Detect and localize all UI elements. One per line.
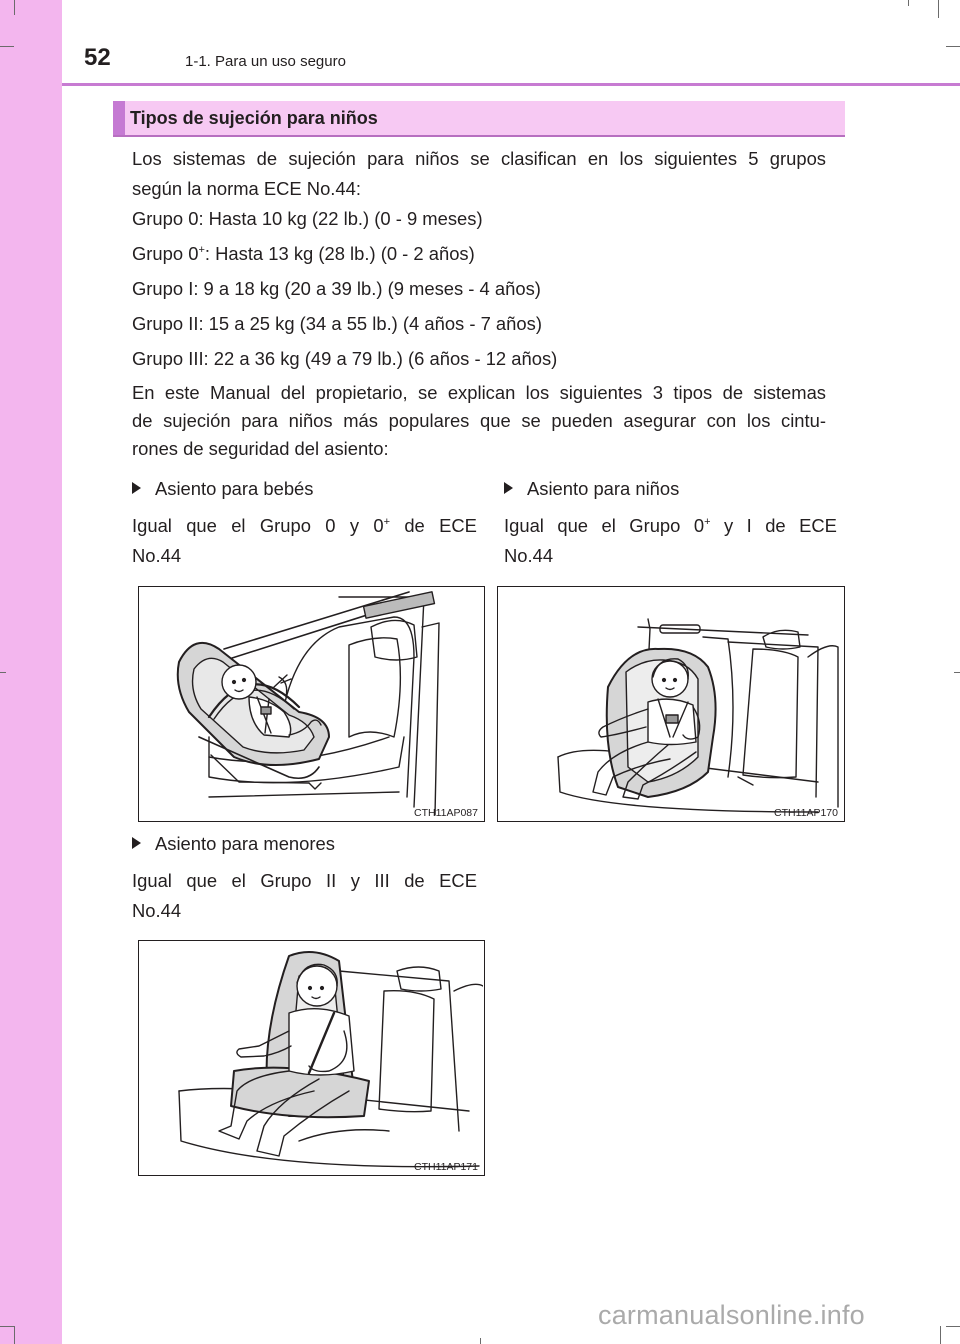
infant-seat-desc-line-2: No.44 <box>132 545 182 566</box>
crop-mark <box>954 672 960 673</box>
crop-mark <box>946 46 960 47</box>
infant-seat-desc: Igual que el Grupo 0 y 0+ de ECE No.44 <box>132 511 477 571</box>
child-seat-illustration <box>497 586 845 822</box>
page-number: 52 <box>84 44 111 71</box>
intro-line-1: Los sistemas de sujeción para niños se clasifican en los siguientes 5 grupos <box>132 148 826 169</box>
junior-seat-desc: Igual que el Grupo II y III de ECE No.44 <box>132 866 477 926</box>
infant-seat-title: Asiento para bebés <box>155 478 314 499</box>
side-strip <box>0 0 62 1344</box>
infant-seat-heading <box>132 478 313 500</box>
junior-seat-heading <box>132 833 335 855</box>
crop-mark <box>908 0 909 6</box>
intro-line-2: según la norma ECE No.44: <box>132 178 361 199</box>
section-accent <box>113 101 125 135</box>
junior-seat-title: Asiento para menores <box>155 833 335 854</box>
group-1: Grupo I: 9 a 18 kg (20 a 39 lb.) (9 meses - 4 años) <box>132 278 541 299</box>
bullet-triangle-icon <box>132 837 141 849</box>
child-seat-desc: Igual que el Grupo 0+ y I de ECE No.44 <box>504 511 837 571</box>
figure-code: CTH11AP170 <box>773 807 838 819</box>
header-rule <box>62 83 960 86</box>
crop-mark <box>940 1326 941 1344</box>
group-2: Grupo II: 15 a 25 kg (34 a 55 lb.) (4 años - 7 años) <box>132 313 542 334</box>
manual-line-2: de sujeción para niños más populares que se pueden asegurar con los cintu- <box>132 410 826 431</box>
crop-mark <box>0 1326 14 1327</box>
figure-code: CTH11AP087 <box>413 807 478 819</box>
manual-line-3: rones de seguridad del asiento: <box>132 438 389 459</box>
child-seat-heading <box>504 478 679 500</box>
superscript-plus: + <box>198 244 205 256</box>
crop-mark <box>946 1326 960 1327</box>
junior-seat-desc-line-2: No.44 <box>132 900 182 921</box>
crop-mark <box>938 0 939 18</box>
junior-seat-illustration <box>138 940 485 1176</box>
crop-mark <box>480 1338 481 1344</box>
section-title: Tipos de sujeción para niños <box>130 108 378 128</box>
group-0-plus <box>132 239 475 269</box>
crop-mark <box>14 0 15 15</box>
bullet-triangle-icon <box>132 482 141 494</box>
crop-mark <box>0 672 6 673</box>
manual-line-1: En este Manual del propietario, se explican los siguientes 3 tipos de sistemas <box>132 382 826 403</box>
bullet-triangle-icon <box>504 482 513 494</box>
chapter-header: 1-1. Para un uso seguro <box>185 53 346 70</box>
group-0: Grupo 0: Hasta 10 kg (22 lb.) (0 - 9 meses) <box>132 208 483 229</box>
crop-mark <box>14 1326 15 1344</box>
group-0-plus-range: : Hasta 13 kg (28 lb.) (0 - 2 años) <box>204 243 475 264</box>
group-0-plus-label: Grupo 0 <box>132 243 199 264</box>
child-seat-desc-line-2: No.44 <box>504 545 554 566</box>
infant-seat-illustration <box>138 586 485 822</box>
group-3: Grupo III: 22 a 36 kg (49 a 79 lb.) (6 años - 12 años) <box>132 348 558 369</box>
watermark: carmanualsonline.info <box>598 1300 865 1330</box>
crop-mark <box>0 46 14 47</box>
figure-code: CTH11AP171 <box>413 1161 478 1173</box>
child-seat-title: Asiento para niños <box>527 478 680 499</box>
